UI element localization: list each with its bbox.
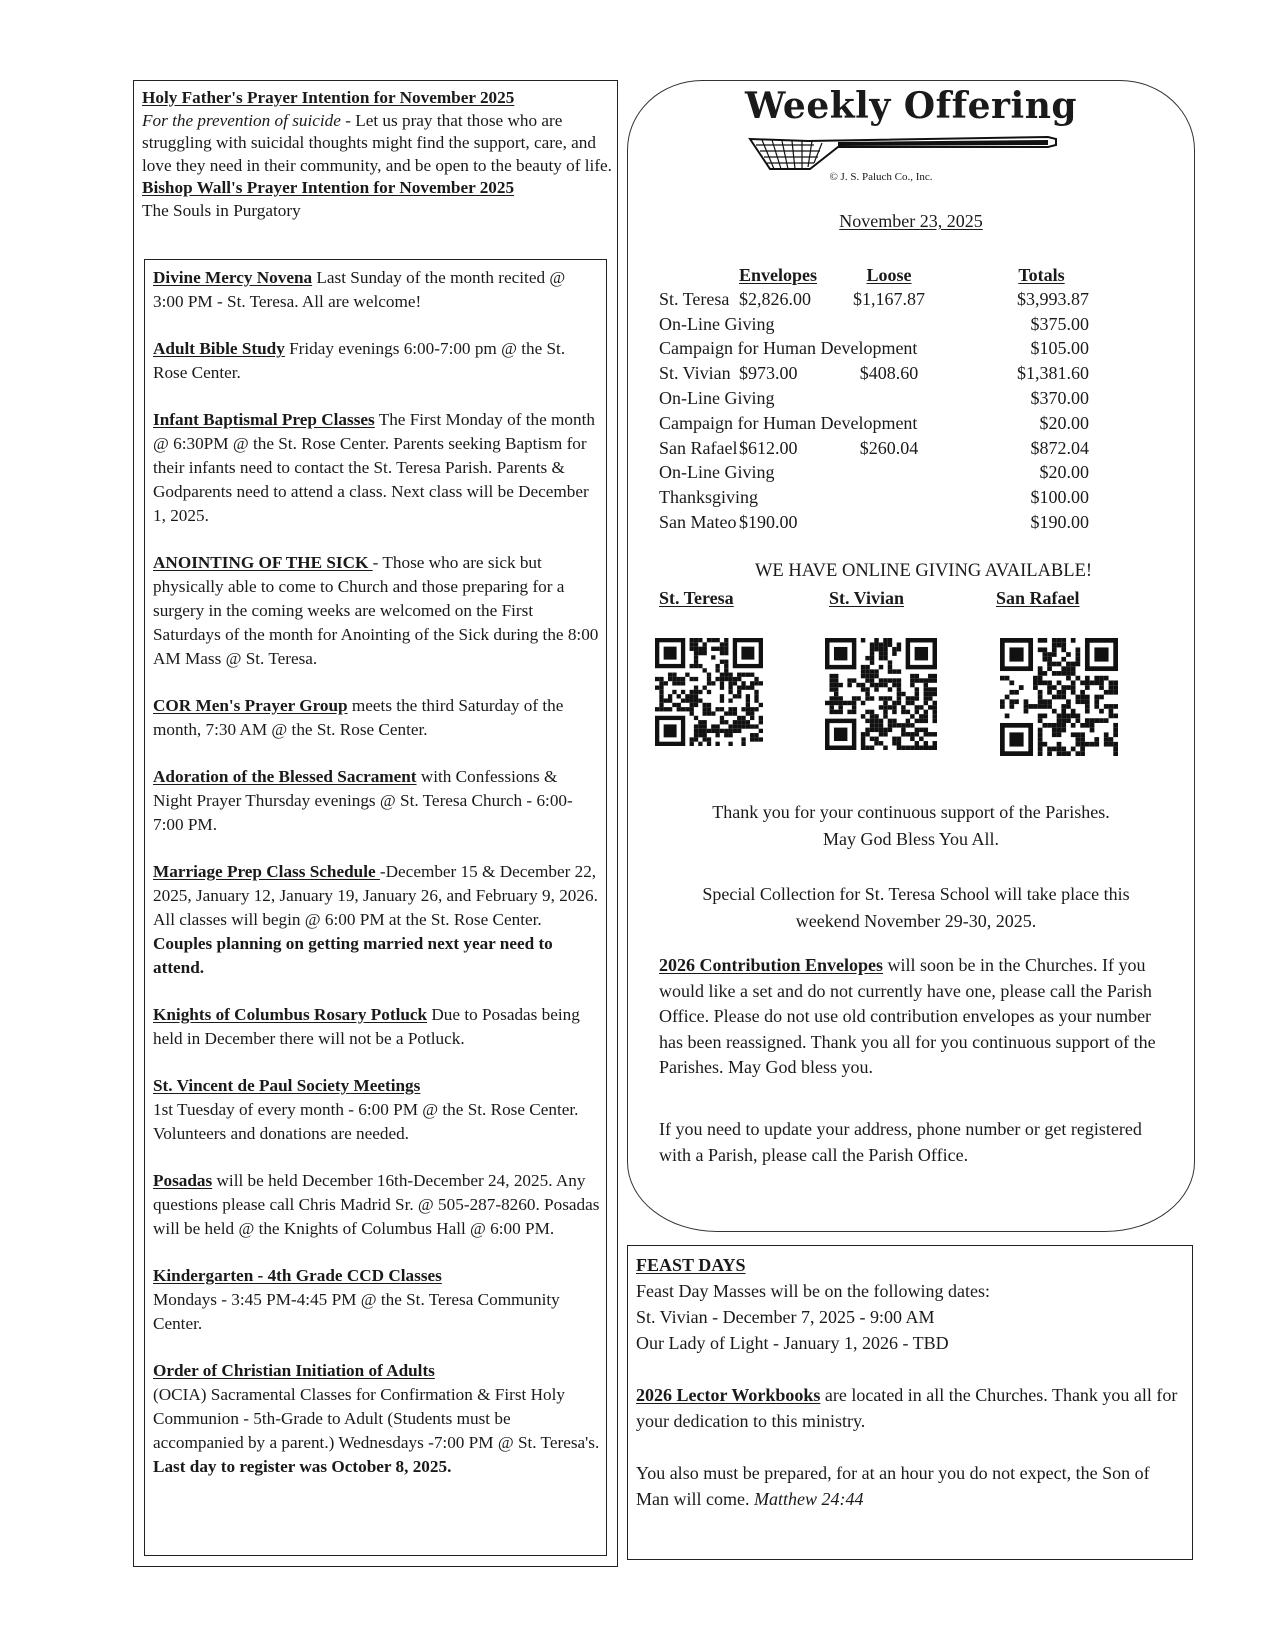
total-amount: $370.00 xyxy=(1030,388,1089,409)
announcement-body: Due to Posadas being held in December there will not be a Potluck. xyxy=(153,1005,580,1048)
lector-body: are located in all the Churches. Thank you all for your dedication to this ministry. xyxy=(636,1385,1178,1431)
special-collection-line-1: Special Collection for St. Teresa School will take place this xyxy=(702,884,1130,904)
total-amount: $100.00 xyxy=(1030,487,1089,508)
loose-amount: $260.04 xyxy=(859,437,919,458)
column-loose: Loose xyxy=(866,264,912,285)
announcement-heading: Marriage Prep Class Schedule xyxy=(153,862,380,881)
announcement-item xyxy=(153,551,600,671)
announcement-heading: Posadas xyxy=(153,1171,213,1190)
weekly-offering-box xyxy=(627,80,1195,1232)
qr-label: St. Vivian xyxy=(829,588,905,608)
loose-amount: $1,167.87 xyxy=(853,288,925,309)
envelopes-amount: $2,826.00 xyxy=(739,288,811,309)
update-address-notice: If you need to update your address, phone number or get registered with a Parish, please call the Parish Office. xyxy=(659,1119,1142,1165)
thank-you-message xyxy=(628,799,1194,853)
total-amount: $375.00 xyxy=(1030,313,1089,334)
announcement-item xyxy=(153,694,600,742)
announcement-heading: Divine Mercy Novena xyxy=(153,268,313,287)
contribution-envelopes-notice xyxy=(659,953,1159,1081)
offering-row xyxy=(659,461,1089,486)
announcement-item xyxy=(153,1074,600,1146)
announcements-box xyxy=(144,259,607,1556)
announcement-item xyxy=(153,1169,600,1241)
offering-row xyxy=(659,411,1089,436)
announcement-heading: Knights of Columbus Rosary Potluck xyxy=(153,1005,428,1024)
contribution-heading: 2026 Contribution Envelopes xyxy=(659,955,884,975)
feast-date-item: St. Vivian - December 7, 2025 - 9:00 AM xyxy=(636,1307,935,1327)
envelopes-amount: $612.00 xyxy=(739,437,798,458)
parish-name: St. Teresa xyxy=(659,288,730,309)
total-amount: $20.00 xyxy=(1039,462,1089,483)
thank-you-line-1: Thank you for your continuous support of the Parishes. xyxy=(712,802,1110,822)
quote-text: You also must be prepared, for at an hour you do not expect, the Son of Man will come. xyxy=(636,1463,1150,1509)
announcement-body: - Those who are sick but physically able to come to Church and those preparing for a surgery in the coming weeks are welcomed on the First Saturdays of the month for Anointing of the Sick during the 8:00 AM Mass @ St. Teresa. xyxy=(153,553,599,668)
total-amount: $20.00 xyxy=(1039,412,1089,433)
announcement-heading: Order of Christian Initiation of Adults xyxy=(153,1361,435,1380)
offering-row xyxy=(659,337,1089,362)
announcement-item xyxy=(153,860,600,980)
offering-row-label: Campaign for Human Development xyxy=(659,412,918,433)
total-amount: $3,993.87 xyxy=(1017,288,1089,309)
contribution-body: will soon be in the Churches. If you would like a set and do not currently have one, please call the Parish Office. Please do not use old contribution envelopes as your number has been reassigned. Thank you all for you continuous support of the Parishes. May God bless you. xyxy=(659,955,1156,1077)
offering-table-header xyxy=(659,263,1089,287)
holy-father-italic-lead: For the prevention of suicide xyxy=(142,110,341,130)
announcement-body: Friday evenings 6:00-7:00 pm @ the St. Rose Center. xyxy=(153,339,566,382)
announcement-item xyxy=(153,266,600,314)
offering-row xyxy=(659,287,1089,312)
holy-father-heading: Holy Father's Prayer Intention for November 2025 xyxy=(142,88,515,107)
collection-basket-icon xyxy=(748,133,1058,173)
offering-row-label: On-Line Giving xyxy=(659,388,775,409)
announcement-heading: St. Vincent de Paul Society Meetings xyxy=(153,1076,421,1095)
feast-date-item: Our Lady of Light - January 1, 2026 - TBD xyxy=(636,1333,949,1353)
lector-workbooks-notice xyxy=(636,1382,1184,1434)
announcement-body: Last Sunday of the month recited @ 3:00 PM - St. Teresa. All are welcome! xyxy=(153,268,566,311)
announcement-item xyxy=(153,408,600,528)
offering-table xyxy=(659,263,1089,535)
offering-row-label: Thanksgiving xyxy=(659,487,758,508)
announcement-item xyxy=(153,765,600,837)
announcement-item xyxy=(153,337,600,385)
offering-row xyxy=(659,386,1089,411)
offering-row xyxy=(659,361,1089,386)
total-amount: $872.04 xyxy=(1030,437,1089,458)
parish-name: San Rafael xyxy=(659,437,738,458)
special-collection-line-2: weekend November 29-30, 2025. xyxy=(795,911,1037,931)
qr-code-icon[interactable] xyxy=(825,638,937,750)
announcement-body: -December 15 & December 22, 2025, January 12, January 19, January 26, and February 9, 2026. All classes will begin @ 6:00 PM at the St. Rose Center. xyxy=(153,862,598,929)
copyright-notice: © J. S. Paluch Co., Inc. xyxy=(829,171,933,183)
announcement-body: The First Monday of the month @ 6:30PM @ the St. Rose Center. Parents seeking Baptism for their infants need to contact the St. Teresa Parish. Parents & Godparents need to attend a class. Next class will be December 1, 2025. xyxy=(153,410,595,525)
qr-label: San Rafael xyxy=(996,588,1080,608)
total-amount: $190.00 xyxy=(1030,512,1089,533)
left-column xyxy=(133,80,618,1567)
holy-father-text xyxy=(142,110,612,178)
announcement-body: will be held December 16th-December 24, 2025. Any questions please call Chris Madrid Sr. @ 505-287-8260. Posadas will be held @ the Knights of Columbus Hall @ 6:00 PM. xyxy=(153,1171,600,1238)
holy-father-body: - Let us pray that those who are struggling with suicidal thoughts might find the support, care, and love they need in their community, and be open to the beauty of life. xyxy=(142,110,612,175)
loose-amount: $408.60 xyxy=(859,363,919,384)
offering-row-label: On-Line Giving xyxy=(659,462,775,483)
offering-row xyxy=(659,485,1089,510)
bishop-heading: Bishop Wall's Prayer Intention for November 2025 xyxy=(142,178,515,197)
parish-name: St. Vivian xyxy=(659,363,731,384)
qr-code-icon[interactable] xyxy=(655,638,763,746)
qr-san-rafael xyxy=(996,588,1080,609)
announcement-item xyxy=(153,1359,600,1479)
feast-days-box xyxy=(627,1245,1193,1560)
announcement-emphasis: Last day to register was October 8, 2025. xyxy=(153,1457,452,1476)
feast-intro: Feast Day Masses will be on the following dates: xyxy=(636,1281,990,1301)
offering-row-label: On-Line Giving xyxy=(659,313,775,334)
envelopes-amount: $973.00 xyxy=(739,363,798,384)
announcement-heading: Adult Bible Study xyxy=(153,339,285,358)
offering-row xyxy=(659,510,1089,535)
qr-st-vivian xyxy=(829,588,904,609)
total-amount: $105.00 xyxy=(1030,338,1089,359)
bishop-body: The Souls in Purgatory xyxy=(142,200,301,220)
column-totals: Totals xyxy=(1018,264,1065,285)
announcement-heading: ANOINTING OF THE SICK xyxy=(153,553,373,572)
special-collection-notice xyxy=(628,881,1194,935)
announcement-body: Mondays - 3:45 PM-4:45 PM @ the St. Teresa Community Center. xyxy=(153,1290,560,1333)
lector-heading: 2026 Lector Workbooks xyxy=(636,1385,821,1405)
feast-heading: FEAST DAYS xyxy=(636,1255,746,1275)
announcement-item xyxy=(153,1003,600,1051)
announcement-heading: Adoration of the Blessed Sacrament xyxy=(153,767,417,786)
online-giving-banner: WE HAVE ONLINE GIVING AVAILABLE! xyxy=(754,561,1093,581)
total-amount: $1,381.60 xyxy=(1017,363,1089,384)
scripture-quote xyxy=(636,1460,1184,1512)
offering-row xyxy=(659,312,1089,337)
announcement-body: with Confessions & Night Prayer Thursday evenings @ St. Teresa Church - 6:00-7:00 PM. xyxy=(153,767,573,834)
qr-code-icon[interactable] xyxy=(1000,638,1118,756)
thank-you-line-2: May God Bless You All. xyxy=(822,829,1000,849)
quote-reference: Matthew 24:44 xyxy=(753,1489,864,1509)
offering-title: Weekly Offering xyxy=(744,85,1078,127)
column-envelopes: Envelopes xyxy=(739,264,818,285)
offering-row xyxy=(659,436,1089,461)
announcement-item xyxy=(153,1264,600,1336)
parish-name: San Mateo xyxy=(659,512,737,533)
announcement-heading: Kindergarten - 4th Grade CCD Classes xyxy=(153,1266,442,1285)
announcement-body: 1st Tuesday of every month - 6:00 PM @ the St. Rose Center. Volunteers and donations are needed. xyxy=(153,1100,579,1143)
announcement-body: meets the third Saturday of the month, 7:30 AM @ the St. Rose Center. xyxy=(153,696,564,739)
envelopes-amount: $190.00 xyxy=(739,512,798,533)
offering-row-label: Campaign for Human Development xyxy=(659,338,918,359)
loose-amount xyxy=(824,510,954,535)
announcement-emphasis: Couples planning on getting married next year need to attend. xyxy=(153,934,553,977)
qr-st-teresa xyxy=(659,588,734,609)
announcement-heading: COR Men's Prayer Group xyxy=(153,696,348,715)
announcement-heading: Infant Baptismal Prep Classes xyxy=(153,410,375,429)
qr-label: St. Teresa xyxy=(659,588,734,608)
offering-date: November 23, 2025 xyxy=(839,211,983,231)
announcement-body: (OCIA) Sacramental Classes for Confirmation & First Holy Communion - 5th-Grade to Adult (Students must be accompanied by a parent.) Wednesdays -7:00 PM @ St. Teresa's. xyxy=(153,1385,600,1452)
prayer-intentions xyxy=(142,87,612,222)
